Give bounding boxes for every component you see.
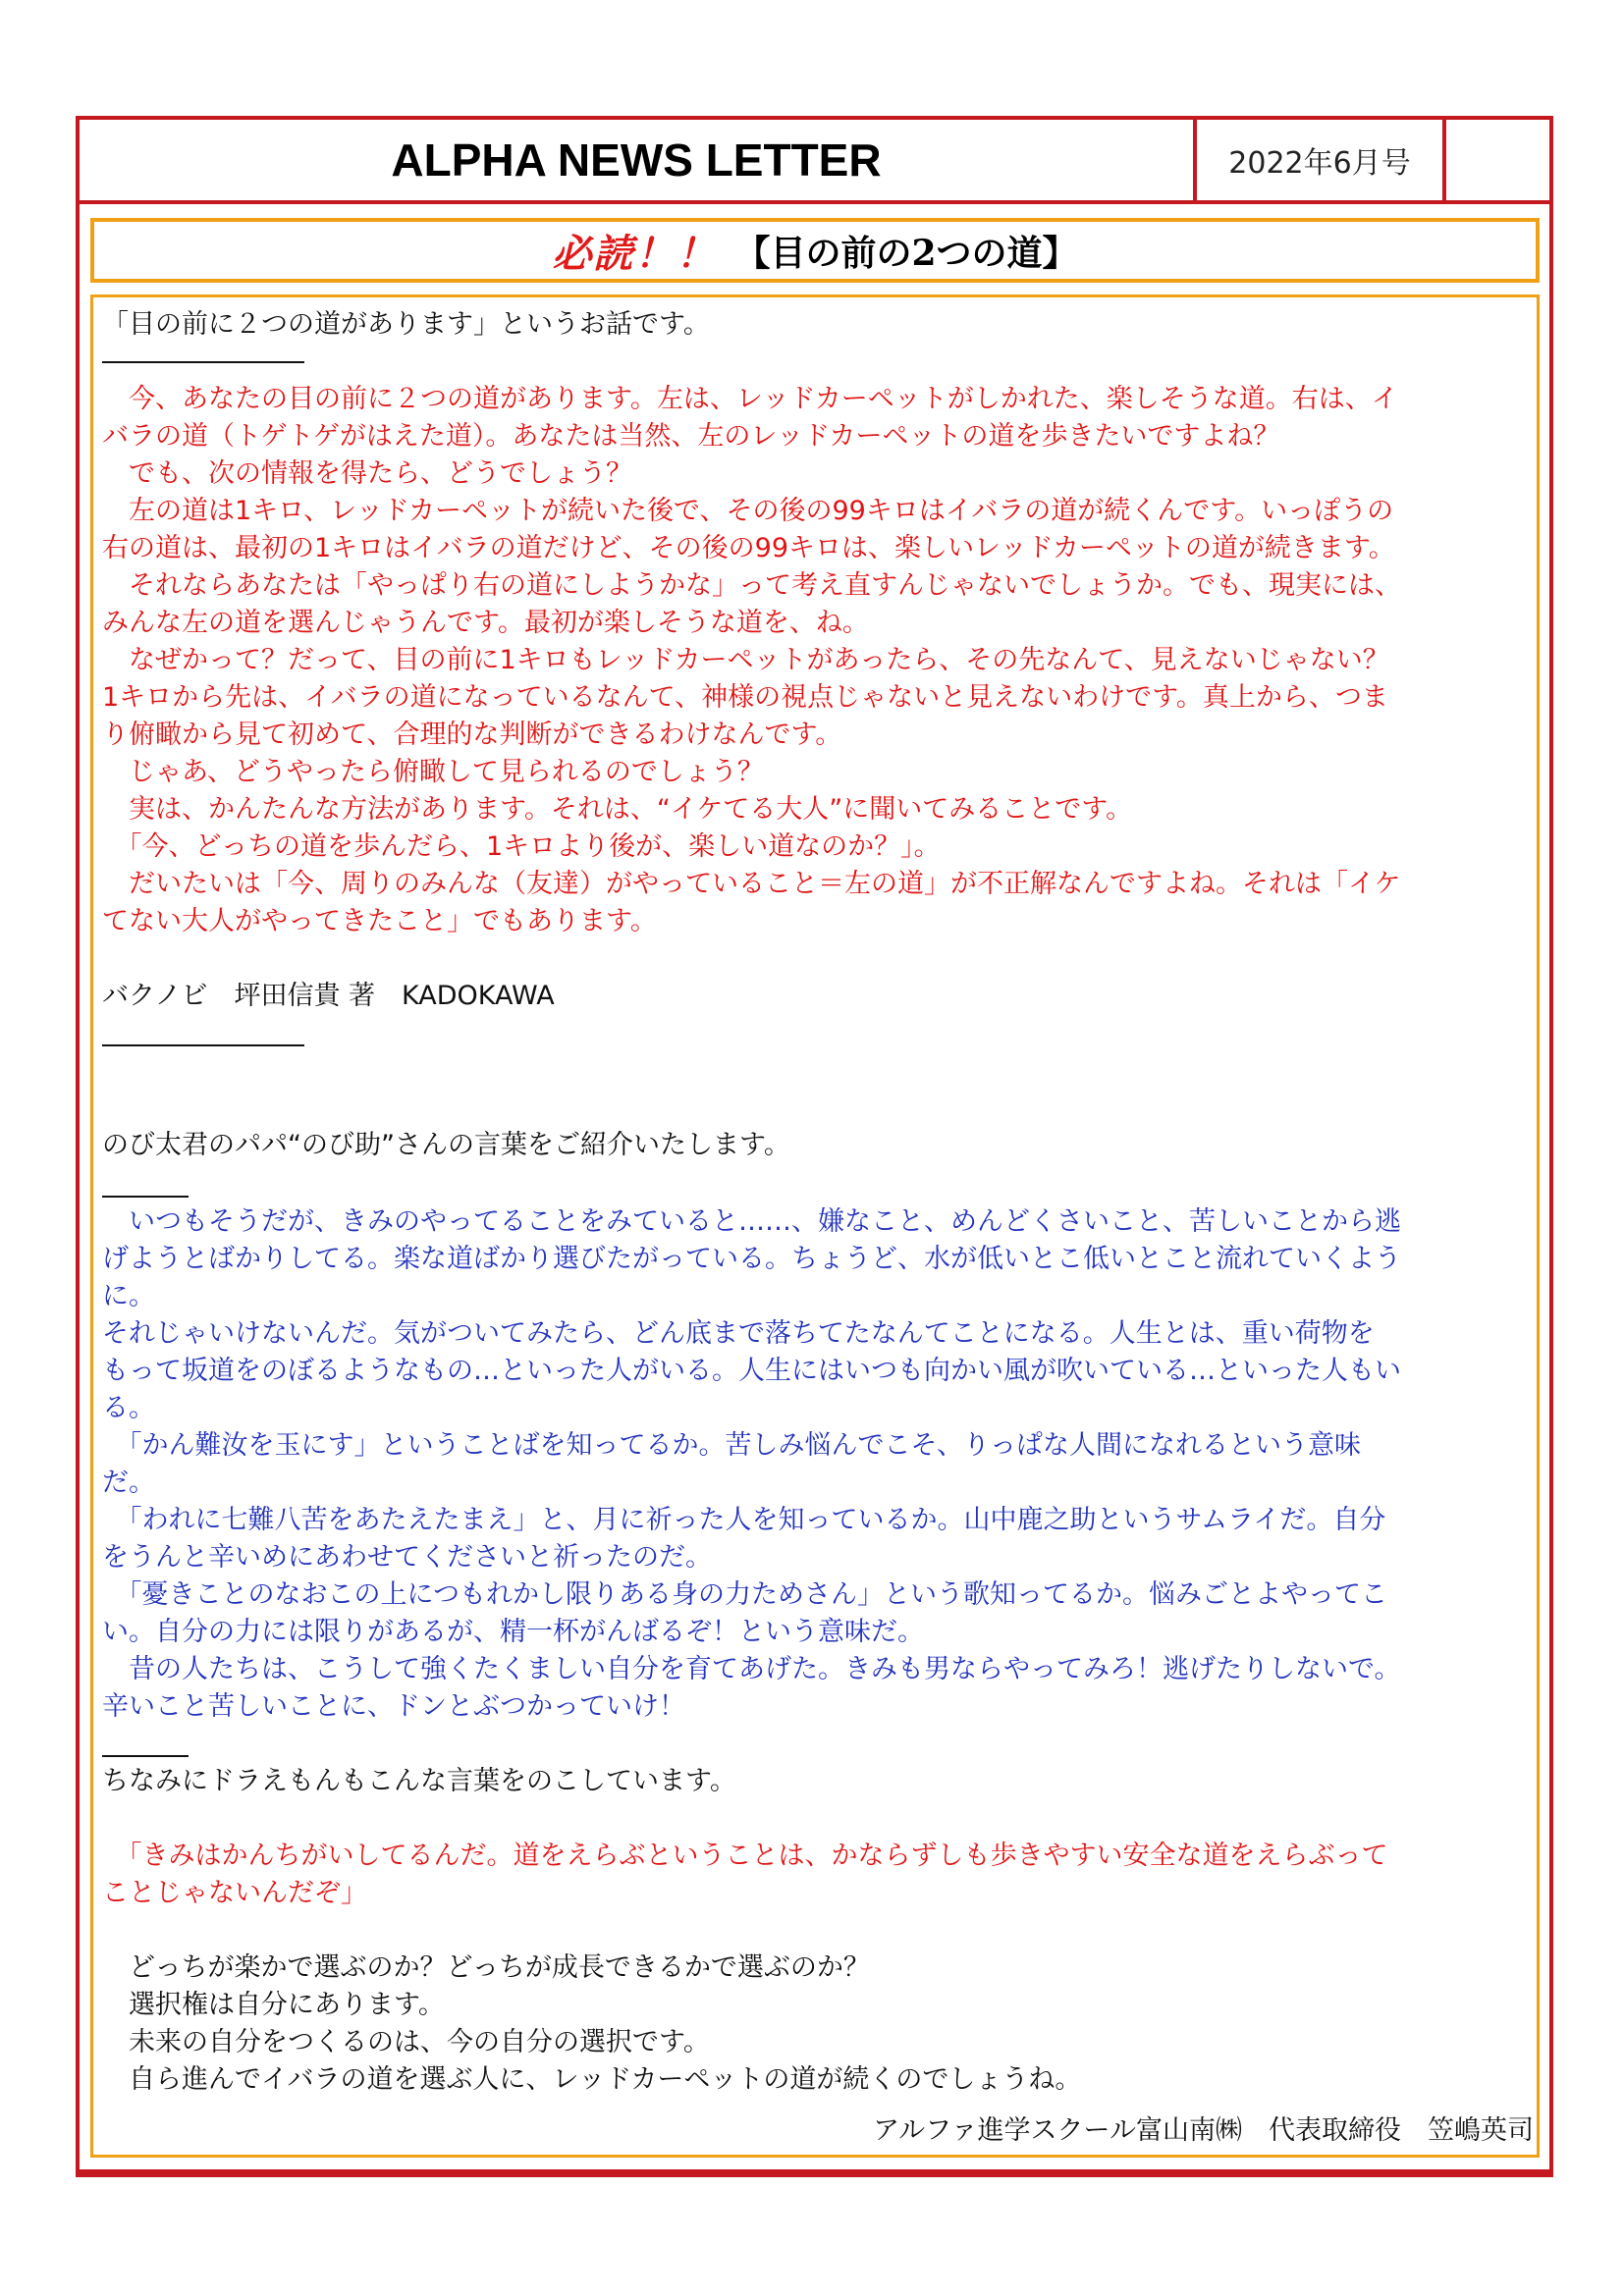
separator-rule [102,1044,304,1046]
newsletter-title: ALPHA NEWS LETTER [391,134,882,186]
quote-line: 昔の人たちは、こうして強くたくましい自分を育てあげた。きみも男ならやってみろ！逃げたりしないで。 [102,1654,1401,1684]
quote-line: 実は、かんたんな方法があります。それは、“イケてる大人”に聞いてみることです。 [102,794,1133,825]
author-signature: アルファ進学スクール富山南㈱ 代表取締役 笠嶋英司 [873,2115,1534,2146]
quote-line: だ。 [102,1468,155,1498]
quote-line: いつもそうだが、きみのやってることをみていると……、嫌なこと、めんどくさいこと、苦しいことから逃 [102,1206,1401,1237]
doraemon-quote-line: ことじゃないんだぞ」 [102,1878,367,1908]
closing-line: どっちが楽かで選ぶのか？どっちが成長できるかで選ぶのか？ [102,1952,870,1983]
quote-line: もって坂道をのぼるようなもの…といった人がいる。人生にはいつも向かい風が吹いている…といった人もい [102,1356,1401,1386]
closing-line: 選択権は自分にあります。 [102,1990,445,2020]
separator-rule [102,361,304,363]
quote-line: 「かん難汝を玉にす」ということばを知ってるか。苦しみ悩んでこそ、りっぱな人間になれるという意味 [102,1430,1361,1461]
quote-line: バラの道（トゲトゲがはえた道）。あなたは当然、左のレッドカーペットの道を歩きたいですよね？ [102,421,1280,452]
book-source: バクノビ 坪田信貴 著 KADOKAWA [102,981,555,1011]
quote-line: それならあなたは「やっぱり右の道にしようかな」って考え直すんじゃないでしょうか。でも、現実には、 [102,570,1401,601]
quote-line: 今、あなたの目の前に２つの道があります。左は、レッドカーペットがしかれた、楽しそうな道。右は、イ [102,384,1398,414]
issue-date: 2022年6月号 [1228,146,1411,181]
quote-line: に。 [102,1281,155,1311]
section3-intro: ちなみにドラえもんもこんな言葉をのこしています。 [102,1766,736,1796]
quote-line: それじゃいけないんだ。気がついてみたら、どん底まで落ちてたなんてことになる。人生とは、重い荷物を [102,1318,1375,1349]
quote-line: でも、次の情報を得たら、どうでしょう？ [102,458,632,489]
quote-line: てない大人がやってきたこと」でもあります。 [102,906,657,936]
closing-line: 未来の自分をつくるのは、今の自分の選択です。 [102,2027,710,2057]
closing-line: 自ら進んでイバラの道を選ぶ人に、レッドカーペットの道が続くのでしょうね。 [102,2064,1082,2095]
quote-line: 「憂きことのなおこの上につもれかし限りある身の力ためさん」という歌知ってるか。悩みごとよやってこ [102,1579,1387,1610]
quote-line: 「われに七難八苦をあたえたまえ」と、月に祈った人を知っているか。山中鹿之助というサムライだ。自分 [102,1505,1386,1535]
topic-title: 【目の前の2つの道】 [734,232,1078,274]
separator-rule [102,1755,189,1757]
quote-line: 左の道は1キロ、レッドカーペットが続いた後で、その後の99キロはイバラの道が続くんです。いっぽうの [102,496,1394,526]
quote-line: 1キロから先は、イバラの道になっているなんて、神様の視点じゃないと見えないわけです。真上から、つま [102,682,1388,713]
quote-line: 右の道は、最初の1キロはイバラの道だけど、その後の99キロは、楽しいレッドカーペットの道が続きます。 [102,533,1395,563]
quote-line: る。 [102,1393,155,1423]
must-read-label: 必読！！ [552,231,718,277]
separator-rule [102,1196,189,1198]
quote-line: だいたいは「今、周りのみんな（友達）がやっていること＝左の道」が不正解なんですよね。それは「イケ [102,869,1401,899]
quote-line: い。自分の力には限りがあるが、精一杯がんばるぞ！という意味だ。 [102,1617,924,1647]
quote-line: り俯瞰から見て初めて、合理的な判断ができるわけなんです。 [102,720,842,750]
section2-intro: のび太君のパパ“のび助”さんの言葉をご紹介いたします。 [102,1130,790,1160]
quote-line: をうんと辛いめにあわせてくださいと祈ったのだ。 [102,1542,712,1573]
quote-line: 辛いこと苦しいことに、ドンとぶつかっていけ！ [102,1691,685,1722]
section1-intro: 「目の前に２つの道があります」というお話です。 [102,309,710,340]
quote-line: じゃあ、どうやったら俯瞰して見られるのでしょう？ [102,757,764,787]
quote-line: みんな左の道を選んじゃうんです。最初が楽しそうな道を、ね。 [102,608,869,638]
header-divider [1442,120,1446,200]
doraemon-quote-line: 「きみはかんちがいしてるんだ。道をえらぶということは、かならずしも歩きやすい安全な道をえらぶって [102,1841,1388,1871]
topic-banner [90,218,1540,283]
quote-line: なぜかって？だって、目の前に1キロもレッドカーペットがあったら、その先なんて、見えないじゃない？ [102,645,1389,675]
quote-line: げようとばかりしてる。楽な道ばかり選びたがっている。ちょうど、水が低いとこ低いとこと流れていくよう [102,1244,1401,1274]
quote-line: 「今、どっちの道を歩んだら、1キロより後が、楽しい道なのか？」。 [102,831,941,862]
newsletter-header [76,116,1553,204]
